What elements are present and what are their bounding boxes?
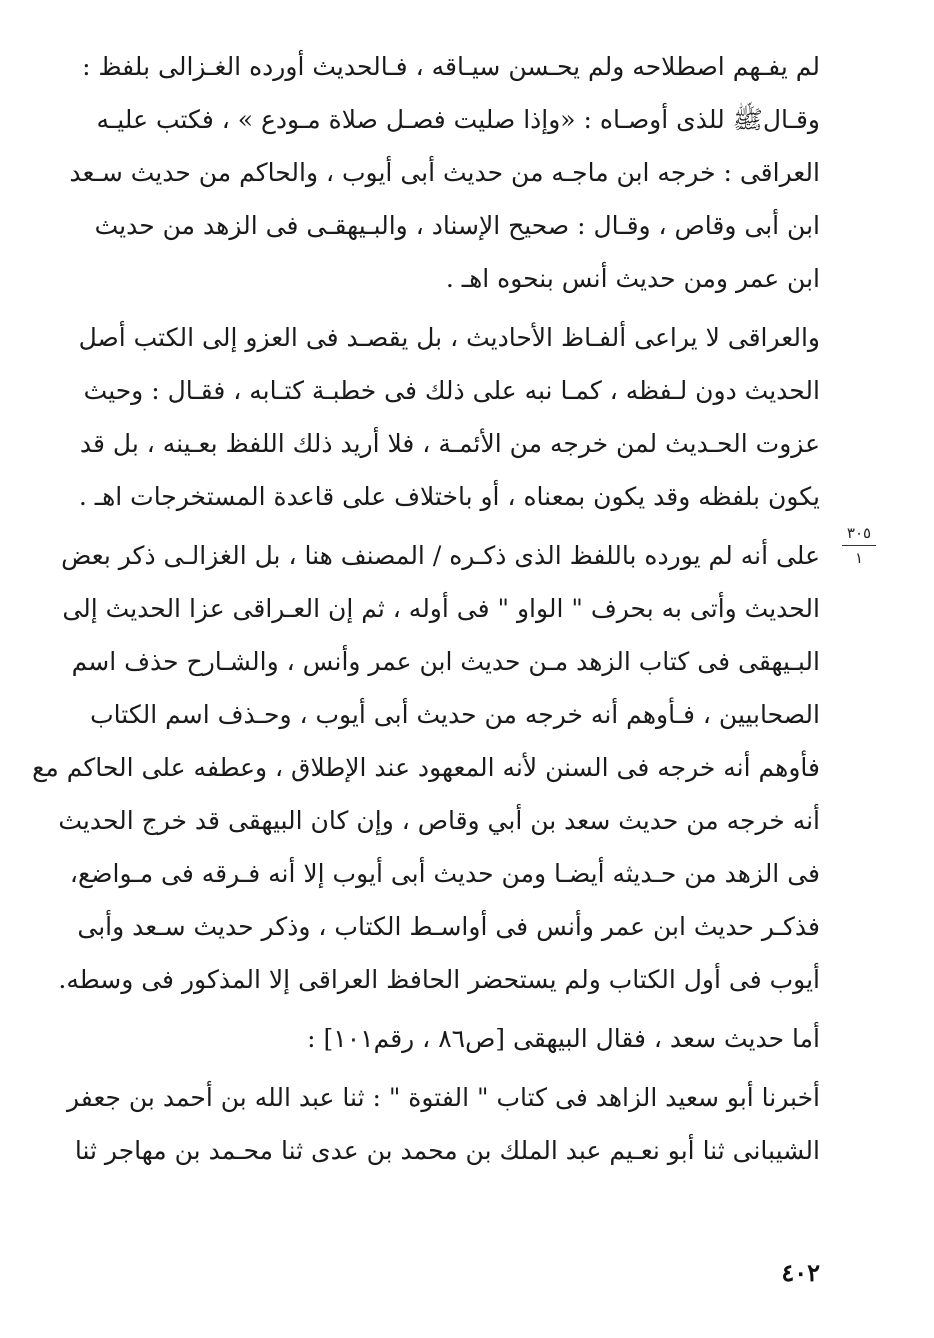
text-line: عزوت الحـديث لمن خرجه من الأئمـة ، فلا أريد ذلك اللفظ بعـينه ، بل قد: [79, 429, 820, 458]
paragraph-5: [67, 1071, 820, 1177]
text-line: أنه خرجه من حديث سعد بن أبي وقاص ، وإن كان البيهقى قد خرج الحديث: [58, 806, 820, 835]
text-line: الصحابيين ، فـأوهم أنه خرجه من حديث أبى أيوب ، وحـذف اسم الكتاب: [90, 700, 820, 729]
margin-note-rule: [842, 545, 876, 546]
text-line: البـيهقى فى كتاب الزهد مـن حديث ابن عمر وأنس ، والشـارح حذف اسم: [71, 647, 820, 676]
margin-note-page-ref: ٣٠٥: [846, 524, 872, 542]
paragraph-3: [32, 529, 820, 1006]
text-line: وقـالﷺ للذى أوصـاه : «وإذا صليت فصـل صلاة مـودع » ، فكتب عليـه: [96, 105, 820, 134]
text-line: فى الزهد من حـديثه أيضـا ومن حديث أبى أيوب إلا أنه فـرقه فى مـواضع،: [69, 859, 820, 888]
text-line: لم يفـهم اصطلاحه ولم يحـسن سيـاقه ، فـالحديث أورده الغـزالى بلفظ :: [82, 52, 820, 81]
text-line: فأوهم أنه خرجه فى السنن لأنه المعهود عند الإطلاق ، وعطفه على الحاكم مع: [32, 753, 820, 782]
text-line: الحديث دون لـفظه ، كمـا نبه على ذلك فى خطبـة كتـابه ، فقـال : وحيث: [83, 376, 820, 405]
text-line: العراقى : خرجه ابن ماجـه من حديث أبى أيوب ، والحاكم من حديث سـعد: [69, 158, 820, 187]
text-line: الشيبانى ثنا أبو نعـيم عبد الملك بن محمد بن عدى ثنا محـمد بن مهاجر ثنا: [74, 1136, 820, 1165]
text-line: أما حديث سعد ، فقال البيهقى [ص٨٦ ، رقم١٠١] :: [307, 1024, 820, 1053]
paragraph-4: [112, 1012, 820, 1065]
text-line: ابن عمر ومن حديث أنس بنحوه اهـ .: [445, 264, 820, 293]
text-line: أيوب فى أول الكتاب ولم يستحضر الحافظ العراقى إلا المذكور فى وسطه.: [58, 965, 820, 994]
page-number: ٤٠٢: [781, 1258, 820, 1287]
margin-note: [838, 524, 880, 567]
paragraph-1: [69, 40, 820, 305]
text-line: الحديث وأتى به بحرف " الواو " فى أوله ، ثم إن العـراقى عزا الحديث إلى: [62, 594, 820, 623]
paragraph-2: [78, 311, 820, 523]
text-line: فذكـر حديث ابن عمر وأنس فى أواسـط الكتاب ، وذكر حديث سـعد وأبى: [77, 912, 820, 941]
text-line: أخبرنا أبو سعيد الزاهد فى كتاب " الفتوة " : ثنا عبد الله بن أحمد بن جعفر: [67, 1083, 820, 1112]
text-line: ابن أبى وقاص ، وقـال : صحيح الإسناد ، والبـيهقـى فى الزهد من حديث: [94, 211, 820, 240]
page-body: [32, 40, 820, 1177]
text-line: على أنه لم يورده باللفظ الذى ذكـره / المصنف هنا ، بل الغزالـى ذكر بعض: [61, 541, 820, 570]
text-line: والعراقى لا يراعى ألفـاظ الأحاديث ، بل يقصـد فى العزو إلى الكتب أصل: [78, 323, 820, 352]
margin-note-volume-ref: ١: [854, 549, 864, 567]
text-line: يكون بلفظه وقد يكون بمعناه ، أو باختلاف على قاعدة المستخرجات اهـ .: [78, 482, 820, 511]
